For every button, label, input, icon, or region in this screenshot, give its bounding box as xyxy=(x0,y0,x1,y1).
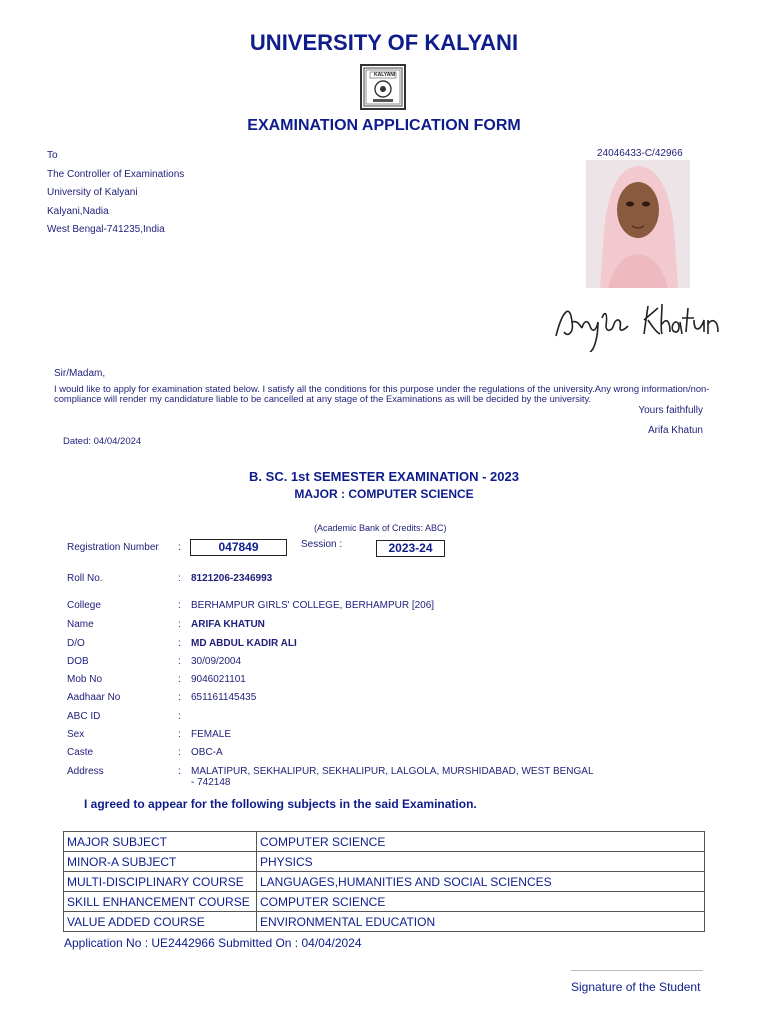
colon: : xyxy=(178,729,181,740)
session-value: 2023-24 xyxy=(376,540,445,557)
sex-value: FEMALE xyxy=(191,729,232,740)
detail-label: Caste xyxy=(67,747,94,758)
colon: : xyxy=(178,656,181,667)
abc-note: (Academic Bank of Credits: ABC) xyxy=(314,523,447,533)
detail-label: Sex xyxy=(67,729,85,740)
detail-label: Roll No. xyxy=(67,573,103,584)
colon: : xyxy=(178,573,181,584)
subject-name: COMPUTER SCIENCE xyxy=(257,832,705,852)
letter-body-line2: compliance will render my candidature liable to be cancelled at any stage of the Examinations as will be decided by the university. xyxy=(54,393,592,404)
college-value: BERHAMPUR GIRLS' COLLEGE, BERHAMPUR [206] xyxy=(191,600,435,611)
table-row xyxy=(64,832,705,852)
detail-label: DOB xyxy=(67,656,89,667)
registration-label: Registration Number xyxy=(67,542,159,553)
subject-type: SKILL ENHANCEMENT COURSE xyxy=(64,892,257,912)
session-label: Session : xyxy=(301,539,343,550)
subject-type: MAJOR SUBJECT xyxy=(64,832,257,852)
table-row xyxy=(64,872,705,892)
subjects-table xyxy=(63,831,705,932)
colon: : xyxy=(178,674,181,685)
application-number-line: Application No : UE2442966 Submitted On : 04/04/2024 xyxy=(64,936,362,950)
colon: : xyxy=(178,766,181,777)
detail-label: Mob No xyxy=(67,674,103,685)
colon: : xyxy=(178,542,181,553)
salutation: Sir/Madam, xyxy=(54,368,106,379)
application-id: 24046433-C/42966 xyxy=(597,148,683,159)
exam-title: B. SC. 1st SEMESTER EXAMINATION - 2023 xyxy=(249,469,519,484)
colon: : xyxy=(178,711,181,722)
subject-name: COMPUTER SCIENCE xyxy=(257,892,705,912)
colon: : xyxy=(178,619,181,630)
detail-label: College xyxy=(67,600,101,611)
detail-label: ABC ID xyxy=(67,711,101,722)
table-row xyxy=(64,852,705,872)
signer-name: Arifa Khatun xyxy=(647,425,703,436)
address-line: University of Kalyani xyxy=(47,187,138,198)
subject-type: MULTI-DISCIPLINARY COURSE xyxy=(64,872,257,892)
logo-text: KALYANI xyxy=(374,72,396,78)
subject-name: ENVIRONMENTAL EDUCATION xyxy=(257,912,705,932)
detail-label: Address xyxy=(67,766,104,777)
dated: Dated: 04/04/2024 xyxy=(63,436,142,447)
agreement-text: I agreed to appear for the following subjects in the said Examination. xyxy=(84,797,477,811)
table-row xyxy=(64,912,705,932)
parent-value: MD ABDUL KADIR ALI xyxy=(191,638,297,649)
mobile-value: 9046021101 xyxy=(191,674,246,685)
subject-name: LANGUAGES,HUMANITIES AND SOCIAL SCIENCES xyxy=(257,872,705,892)
colon: : xyxy=(178,692,181,703)
address-value-line2: - 742148 xyxy=(191,777,231,788)
letter-body-line1: I would like to apply for examination stated below. I satisfy all the conditions for this purpose under the regulations of the university.Any wrong information/non- xyxy=(54,383,710,394)
student-photo xyxy=(586,160,690,288)
signature-line xyxy=(571,970,703,971)
address-line: To xyxy=(47,150,58,161)
roll-number: 8121206-2346993 xyxy=(191,573,273,584)
detail-label: Aadhaar No xyxy=(67,692,121,703)
university-title: UNIVERSITY OF KALYANI xyxy=(249,30,519,55)
address-line: The Controller of Examinations xyxy=(47,169,185,180)
name-value: ARIFA KHATUN xyxy=(191,619,265,630)
aadhaar-value: 651161145435 xyxy=(191,692,257,703)
subject-name: PHYSICS xyxy=(257,852,705,872)
form-title: EXAMINATION APPLICATION FORM xyxy=(247,117,521,134)
closing: Yours faithfully xyxy=(638,405,703,416)
colon: : xyxy=(178,600,181,611)
student-signature-image xyxy=(552,292,724,352)
caste-value: OBC-A xyxy=(191,747,223,758)
detail-label: Name xyxy=(67,619,94,630)
dob-value: 30/09/2004 xyxy=(191,656,242,667)
address-line: Kalyani,Nadia xyxy=(47,206,109,217)
address-value: MALATIPUR, SEKHALIPUR, SEKHALIPUR, LALGOLA, MURSHIDABAD, WEST BENGAL xyxy=(191,766,594,777)
table-row xyxy=(64,892,705,912)
colon: : xyxy=(178,638,181,649)
registration-number: 047849 xyxy=(190,539,287,556)
detail-label: D/O xyxy=(67,638,85,649)
colon: : xyxy=(178,747,181,758)
university-logo xyxy=(360,64,406,110)
major-title: MAJOR : COMPUTER SCIENCE xyxy=(294,487,474,501)
subject-type: VALUE ADDED COURSE xyxy=(64,912,257,932)
subject-type: MINOR-A SUBJECT xyxy=(64,852,257,872)
address-line: West Bengal-741235,India xyxy=(47,224,165,235)
student-signature-label: Signature of the Student xyxy=(571,980,701,994)
